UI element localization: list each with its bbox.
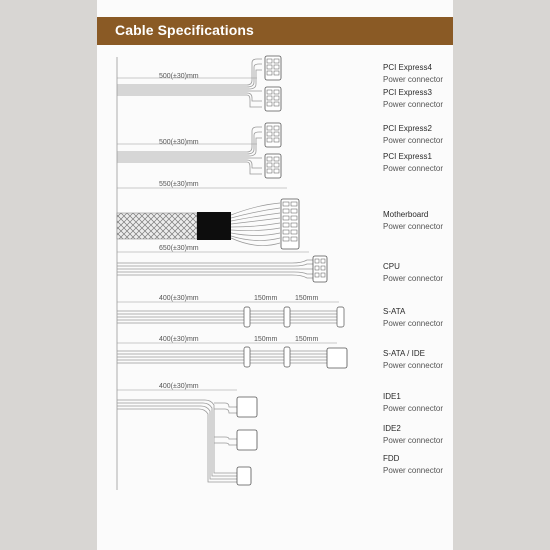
label-sata	[383, 306, 443, 330]
label-pcie4-type: Power connector	[383, 75, 444, 84]
label-motherboard	[383, 209, 443, 233]
label-fdd	[383, 453, 443, 477]
label-fdd-name: FDD	[383, 454, 400, 463]
dim-label-ide: 400(±30)mm	[159, 383, 199, 390]
label-pcie3-name: PCI Express3	[383, 88, 432, 97]
label-cpu-name: CPU	[383, 262, 400, 271]
mesh-sleeve	[117, 213, 197, 239]
motherboard-connector	[281, 199, 299, 249]
sata-ide-connector-2	[284, 347, 290, 367]
heatshrink-block	[197, 212, 231, 240]
label-pcie3-type: Power connector	[383, 100, 444, 109]
dim-label-sata-ide-seg2: 150mm	[295, 336, 319, 343]
label-pcie2-type: Power connector	[383, 136, 444, 145]
label-pcie2	[383, 123, 443, 147]
label-sata-ide-type: Power connector	[383, 361, 444, 370]
page-title: Cable Specifications	[115, 22, 254, 38]
ide1-connector	[237, 397, 257, 417]
label-pcie2-name: PCI Express2	[383, 124, 432, 133]
dim-label-pcie-lower: 500(±30)mm	[159, 139, 199, 146]
label-sata-ide	[383, 348, 443, 372]
label-ide2	[383, 423, 443, 447]
fdd-connector	[237, 467, 251, 485]
pcie1-connector	[265, 154, 281, 178]
sata-connector-1	[244, 307, 250, 327]
label-pcie3	[383, 87, 443, 111]
label-fdd-type: Power connector	[383, 466, 444, 475]
dim-label-sata: 400(±30)mm	[159, 295, 199, 302]
label-sata-type: Power connector	[383, 319, 444, 328]
label-pcie4-name: PCI Express4	[383, 63, 432, 72]
label-ide1-type: Power connector	[383, 404, 444, 413]
sata-ide-cable	[117, 351, 327, 363]
title-bar	[97, 17, 453, 45]
label-ide1-name: IDE1	[383, 392, 401, 401]
label-sata-ide-name: S-ATA / IDE	[383, 349, 425, 358]
label-pcie4	[383, 62, 443, 86]
cpu-cable	[117, 260, 313, 278]
label-motherboard-name: Motherboard	[383, 210, 429, 219]
sata-connector-3	[337, 307, 344, 327]
label-ide1	[383, 391, 443, 415]
sata-ide-connector-1	[244, 347, 250, 367]
label-pcie1	[383, 151, 443, 175]
dim-label-pcie-upper: 500(±30)mm	[159, 73, 199, 80]
pcie2-connector	[265, 123, 281, 147]
label-cpu	[383, 261, 443, 285]
dim-label-sata-ide-seg1: 150mm	[254, 336, 278, 343]
label-sata-name: S-ATA	[383, 307, 406, 316]
label-motherboard-type: Power connector	[383, 222, 444, 231]
pcie-lower-cable	[117, 127, 262, 174]
ide-cable	[117, 400, 237, 482]
molex-connector	[327, 348, 347, 368]
dim-label-sata-seg1: 150mm	[254, 295, 278, 302]
dim-label-sata-seg2: 150mm	[295, 295, 319, 302]
dim-label-cpu: 650(±30)mm	[159, 245, 199, 252]
sata-connector-2	[284, 307, 290, 327]
label-pcie1-name: PCI Express1	[383, 152, 432, 161]
label-ide2-type: Power connector	[383, 436, 444, 445]
label-cpu-type: Power connector	[383, 274, 444, 283]
dim-label-motherboard: 550(±30)mm	[159, 181, 199, 188]
dim-label-sata-ide: 400(±30)mm	[159, 336, 199, 343]
motherboard-cable	[231, 203, 280, 246]
sata-cable	[117, 311, 337, 323]
label-pcie1-type: Power connector	[383, 164, 444, 173]
label-ide2-name: IDE2	[383, 424, 401, 433]
cpu-connector	[313, 256, 327, 282]
pcie3-connector	[265, 87, 281, 111]
pcie4-connector	[265, 56, 281, 80]
ide2-connector	[237, 430, 257, 450]
pcie-upper-cable	[117, 59, 262, 107]
